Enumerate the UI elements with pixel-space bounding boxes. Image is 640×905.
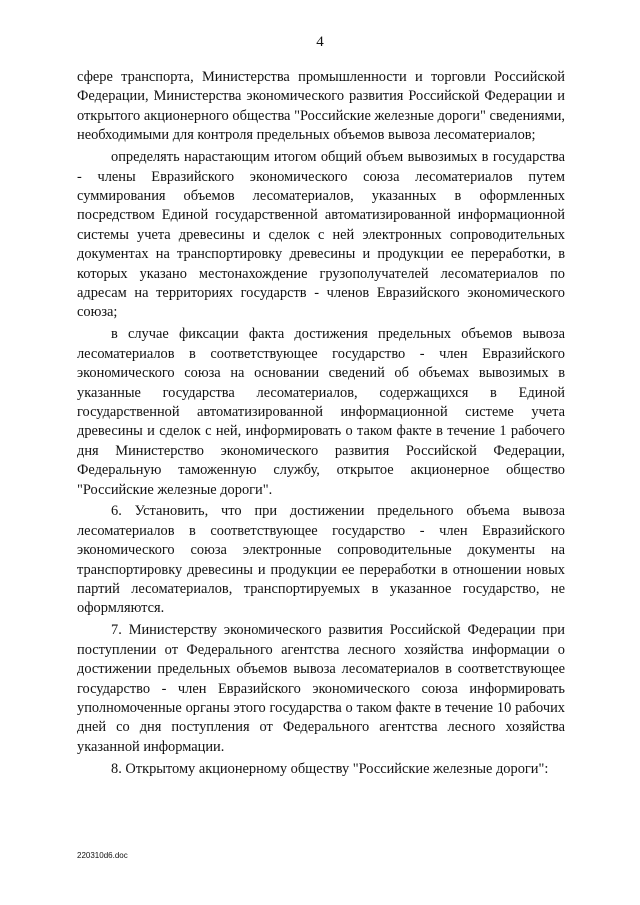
paragraph-item-7: 7. Министерству экономического развития Российской Федерации при поступлении от Федерального агентства лесного хозяйства информации о достижении предельных объемов вывоза лесоматериалов в соответствующее государство - член Евразийского экономического союза информировать уполномоченные органы этого государства о таком факте в течение 10 рабочих дней со дня поступления от Федерального агентства лесного хозяйства указанной информации. (77, 622, 565, 755)
document-body (77, 68, 565, 782)
paragraph-determine-total: определять нарастающим итогом общий объем вывозимых в государства - члены Евразийского экономического союза лесоматериалов путем суммирования объемов лесоматериалов, указанных в оформленных посредством Единой государственной автоматизированной информационной системы учета древесины и сделок с ней электронных сопроводительных документах на транспортировку древесины и продукции ее переработки, в которых указано местонахождение грузополучателей лесоматериалов по адресам на территориях государств - членов Евразийского экономического союза; (77, 149, 565, 321)
paragraph-item-8: 8. Открытому акционерному обществу "Российские железные дороги": (111, 760, 549, 777)
paragraph-limit-reached: в случае фиксации факта достижения предельных объемов вывоза лесоматериалов в соответствующее государство - член Евразийского экономического союза на основании сведений об объемах вывозимых в указанные государства лесоматериалов, содержащихся в Единой государственной автоматизированной информационной системе учета древесины и сделок с ней, информировать о таком факте в течение 1 рабочего дня Министерство экономического развития Российской Федерации, Федеральную таможенную службу, открытое акционерное общество "Российские железные дороги". (77, 326, 565, 498)
paragraph-item-6: 6. Установить, что при достижении предельного объема вывоза лесоматериалов в соответствующее государство - член Евразийского экономического союза электронные сопроводительные документы на транспортировку древесины и продукции ее переработки в отношении новых партий лесоматериалов, транспортируемых в указанное государство, не оформляются. (77, 503, 565, 617)
document-file-code: 220310d6.doc (77, 851, 128, 860)
page-number: 4 (316, 34, 324, 50)
paragraph-continuation: сфере транспорта, Министерства промышленности и торговли Российской Федерации, Министерства экономического развития Российской Федерации и открытого акционерного общества "Российские железные дороги" сведениями, необходимыми для контроля предельных объемов вывоза лесоматериалов; (77, 69, 565, 144)
